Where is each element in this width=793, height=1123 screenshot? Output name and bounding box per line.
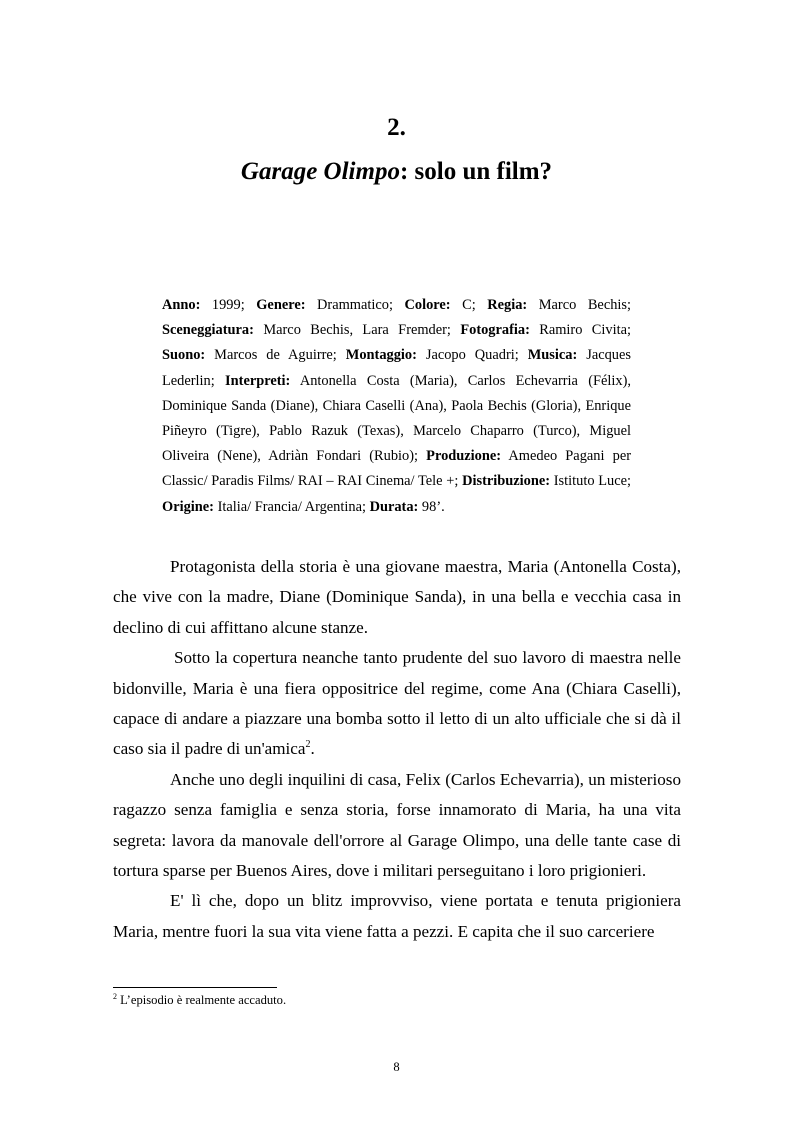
- credit-label: Produzione:: [426, 448, 502, 465]
- paragraph: [113, 643, 681, 765]
- footnote-text: L’episodio è realmente accaduto.: [117, 993, 287, 1007]
- credit-label: Origine:: [162, 498, 214, 515]
- page-number: 8: [393, 1060, 400, 1074]
- film-credits: [162, 293, 631, 520]
- credit-value: Marcos de Aguirre;: [205, 347, 346, 364]
- credit-value: Amedeo Pagani per Classic/ Paradis Films/ RAI – RAI Cinema/ Tele +;: [162, 448, 631, 490]
- credit-label: Durata:: [369, 498, 419, 515]
- credit-value: 98’.: [418, 498, 445, 515]
- credit-label: Musica:: [527, 347, 578, 364]
- credit-label: Fotografia:: [460, 322, 530, 339]
- credit-value: 1999;: [200, 297, 257, 313]
- paragraph: E' lì che, dopo un blitz improvviso, viene portata e tenuta prigioniera Maria, mentre fuori la sua vita viene fatta a pezzi. E capita che il suo carceriere: [113, 891, 681, 941]
- chapter-title: [0, 158, 793, 186]
- credit-label: Regia:: [487, 297, 528, 313]
- credit-value: Istituto Luce;: [550, 473, 631, 490]
- credit-label: Sceneggiatura:: [162, 322, 254, 339]
- credit-value: Jacopo Quadri;: [416, 347, 528, 364]
- paragraph-end: .: [310, 739, 315, 759]
- body-text: [113, 552, 681, 947]
- credit-value: Marco Bechis, Lara Fremder;: [253, 322, 461, 339]
- credit-label: Interpreti:: [225, 372, 291, 389]
- credit-value: Italia/ Francia/ Argentina;: [213, 498, 370, 515]
- credit-label: Suono:: [162, 347, 206, 364]
- credit-value: Marco Bechis;: [527, 297, 631, 313]
- credit-value: Antonella Costa (Maria), Carlos Echevarria (Félix), Dominique Sanda (Diane), Chiara Caselli (Ana), Paola Bechis (Gloria), Enrique Piñeyro (Tigre), Pablo Razuk (Texas), Marcelo Chaparro (Turco), Miguel Oliveira (Nene), Adriàn Fondari (Rubio);: [162, 372, 632, 465]
- credit-value: Ramiro Civita;: [529, 322, 631, 339]
- paragraph: Anche uno degli inquilini di casa, Felix (Carlos Echevarria), un misterioso ragazzo senza famiglia e senza storia, forse innamorato di Maria, ha una vita segreta: lavora da manovale dell'orrore al Garage Olimpo, una delle tante case di tortura sparse per Buenos Aires, dove i militari perseguitano i loro prigionieri.: [113, 769, 681, 881]
- credit-value: Jacques Lederlin;: [162, 347, 631, 389]
- chapter-subtitle: : solo un film?: [399, 158, 553, 185]
- paragraph: Protagonista della storia è una giovane maestra, Maria (Antonella Costa), che vive con la madre, Diane (Dominique Sanda), in una bella e vecchia casa in declino di cui affittano alcune stanze.: [113, 557, 681, 637]
- footnote-divider: [113, 987, 277, 988]
- credit-label: Distribuzione:: [462, 473, 551, 490]
- chapter-number: 2.: [387, 114, 406, 141]
- footnote-reference: 2: [305, 739, 311, 751]
- credit-label: Colore:: [404, 297, 451, 313]
- credit-label: Anno:: [162, 297, 201, 313]
- footnote-marker: 2: [113, 992, 117, 1001]
- credit-value: Drammatico;: [305, 297, 405, 313]
- credit-value: C;: [450, 297, 488, 313]
- footnote: [113, 992, 673, 1008]
- credit-label: Montaggio:: [345, 347, 417, 364]
- credit-label: Genere:: [256, 297, 306, 313]
- paragraph-text: Sotto la copertura neanche tanto prudente del suo lavoro di maestra nelle bidonville, Maria è una fiera oppositrice del regime, come Ana (Chiara Caselli), capace di andare a piazzare una bomba sotto il letto di un alto ufficiale che si dà il caso sia il padre di un'amica: [113, 648, 681, 759]
- film-title: Garage Olimpo: [240, 158, 400, 185]
